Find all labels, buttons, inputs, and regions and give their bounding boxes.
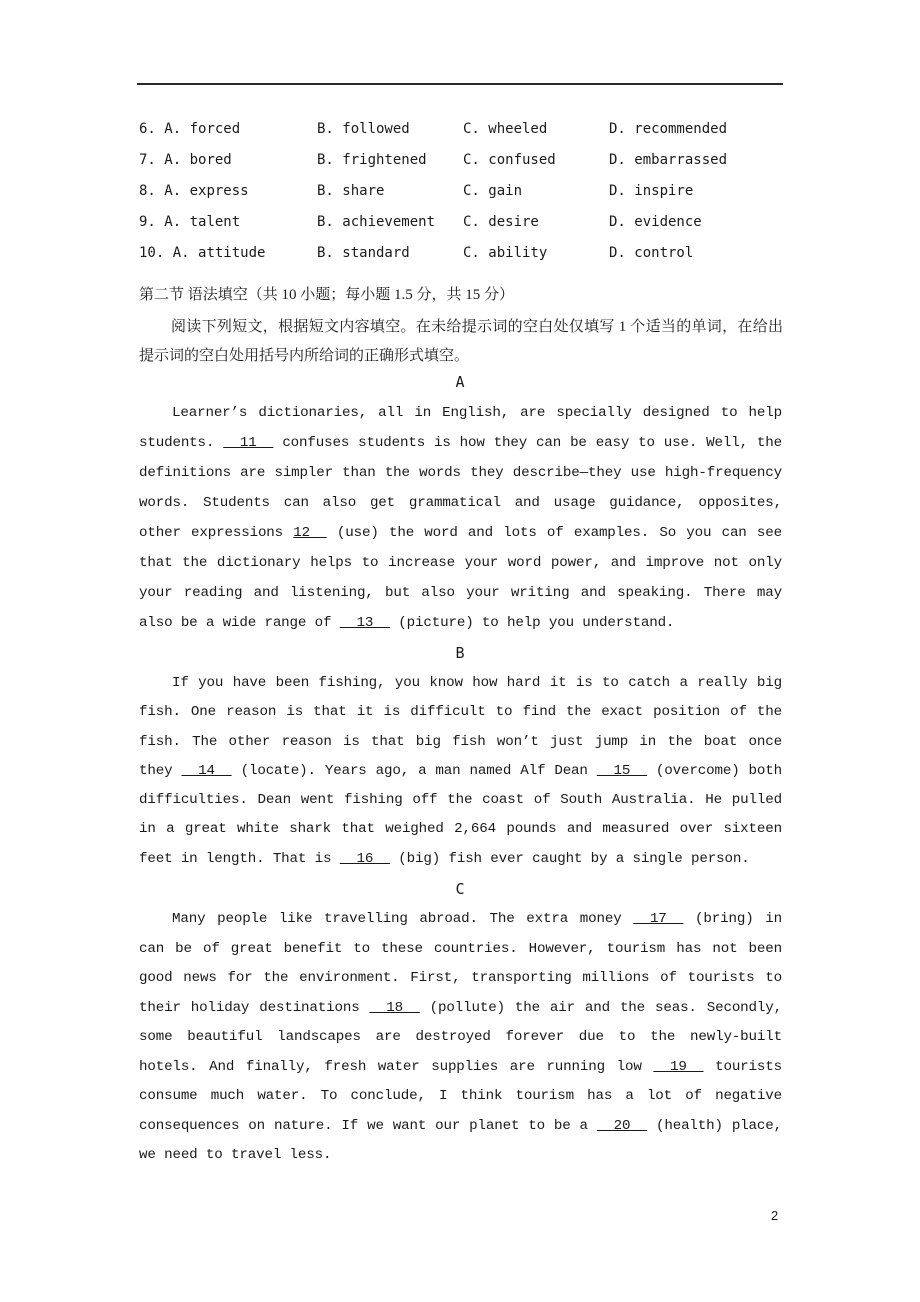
question-number: 7.	[139, 152, 156, 168]
text-segment: (overcome) both difficulties. Dean went fishing off the coast of South Australia. He pulled in a great white shark that weighed 2,664 pounds and measured over sixteen feet in length. That is	[139, 762, 782, 867]
blank-15: 15	[596, 762, 647, 779]
text-segment: (locate). Years ago, a man named Alf Dean	[231, 762, 597, 779]
question-number: 8.	[139, 183, 156, 199]
question-10-row	[139, 242, 789, 273]
question-6-row	[139, 118, 789, 149]
option-a	[139, 211, 240, 233]
option-b: B. standard	[317, 245, 410, 261]
blank-13: 13	[339, 615, 390, 631]
option-d: D. embarrassed	[609, 152, 728, 168]
passage-a-text	[139, 398, 782, 638]
blank-11: 11	[223, 435, 274, 451]
passage-c-text	[139, 905, 782, 1171]
option-c: C. ability	[463, 245, 548, 261]
header-rule	[137, 83, 783, 85]
text-segment: (pollute) the air and the seas. Secondly, some beautiful landscapes are destroyed forever due to the newly-built hotels. And finally, fresh water supplies are running low	[139, 999, 782, 1075]
page-number: 2	[771, 1208, 779, 1223]
text-segment: (use) the word and lots of examples. So you can see that the dictionary helps to increase your word power, and improve not only your reading and listening, but also your writing and speaking. There may also be a wide range of	[139, 525, 782, 631]
text-segment: If you have been fishing, you know how hard it is to catch a really big fish. One reason is that it is difficult to find the exact position of the fish. The other reason is that big fish won’t just jump in the boat once they	[139, 675, 782, 779]
multiple-choice-options	[139, 118, 789, 273]
option-a-text: A. express	[164, 183, 249, 199]
option-d: D. evidence	[609, 214, 702, 230]
text-segment: tourists consume much water. To conclude, I think tourism has a lot of negative consequences on nature. If we want our planet to be a	[139, 1058, 783, 1134]
option-d: D. recommended	[609, 121, 728, 137]
question-number: 6.	[139, 121, 156, 137]
question-number: 9.	[139, 214, 156, 230]
text-segment: (picture) to help you understand.	[389, 615, 675, 631]
question-7-row	[139, 149, 789, 180]
text-segment: Many people like travelling abroad. The extra money	[172, 911, 634, 927]
passage-a-heading: A	[455, 373, 465, 391]
option-b: B. followed	[317, 121, 410, 137]
option-a-text: A. bored	[164, 152, 232, 168]
blank-12: 12	[293, 525, 327, 541]
option-d: D. inspire	[609, 183, 694, 199]
text-segment: (big) fish ever caught by a single person.	[389, 850, 750, 867]
option-c: C. confused	[463, 152, 556, 168]
question-8-row	[139, 180, 789, 211]
text-segment: Learner’s dictionaries, all in English, are specially designed to help students.	[139, 405, 782, 451]
blank-19: 19	[653, 1058, 704, 1075]
blank-18: 18	[369, 999, 420, 1016]
option-b: B. frightened	[317, 152, 427, 168]
option-d: D. control	[609, 245, 694, 261]
passage-b-heading: B	[455, 644, 465, 662]
blank-17: 17	[633, 911, 684, 927]
option-a	[139, 149, 232, 171]
option-a-text: A. talent	[164, 214, 241, 230]
option-a	[139, 180, 249, 202]
passage-b-text	[139, 669, 782, 874]
option-c: C. gain	[463, 183, 523, 199]
option-c: C. desire	[463, 214, 539, 230]
option-a	[139, 242, 265, 264]
text-segment: (health) place, we need to travel less.	[139, 1117, 782, 1163]
option-a-text: A. forced	[164, 121, 241, 137]
section-instructions: 阅读下列短文，根据短文内容填空。在未给提示词的空白处仅填写 1 个适当的单词，在给出提示词的空白处用括号内所给词的正确形式填空。	[139, 319, 783, 364]
blank-16: 16	[339, 850, 390, 867]
option-c: C. wheeled	[463, 121, 548, 137]
question-number: 10.	[139, 245, 165, 261]
option-a	[139, 118, 240, 140]
text-segment: confuses students is how they can be easy to use. Well, the definitions are simpler than the words they describe—they use high-frequency words. Students can also get grammatical and usage guidance, opposites, other expressions	[139, 435, 782, 541]
question-9-row	[139, 211, 789, 242]
option-a-text: A. attitude	[172, 245, 266, 261]
option-b: B. achievement	[317, 214, 436, 230]
blank-14: 14	[181, 762, 232, 779]
section-title: 第二节 语法填空（共 10 小题；每小题 1.5 分，共 15 分）	[139, 287, 515, 303]
blank-20: 20	[596, 1117, 648, 1134]
text-segment: (bring) in can be of great benefit to these countries. However, tourism has not been good news for the environment. First, transporting millions of tourists to their holiday destinations	[139, 911, 782, 1016]
passage-c-heading: C	[455, 880, 465, 898]
option-b: B. share	[317, 183, 385, 199]
